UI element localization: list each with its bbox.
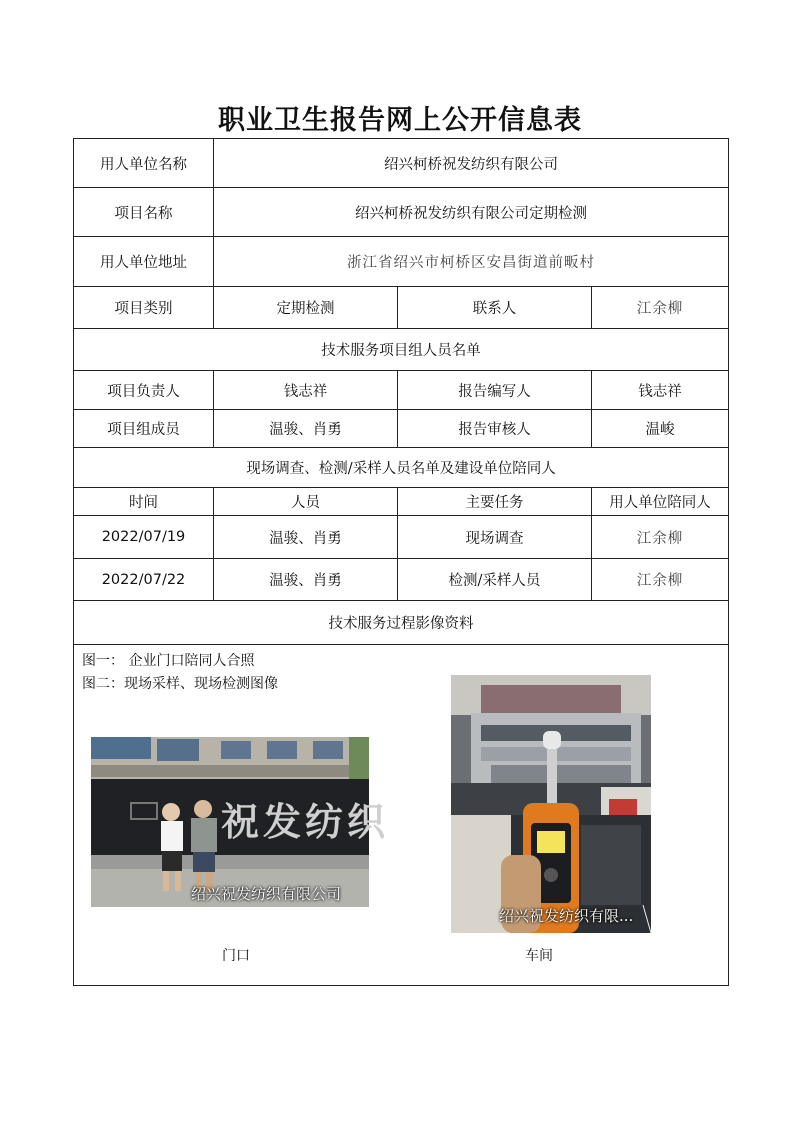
members-row — [74, 410, 729, 448]
employer-row — [74, 139, 729, 188]
members-value: 温骏、肖勇 — [214, 410, 398, 448]
leader-value: 钱志祥 — [214, 371, 398, 410]
workshop-photo — [451, 675, 651, 933]
contact-value: 江余柳 — [592, 287, 729, 329]
reviewer-value: 温峻 — [592, 410, 729, 448]
project-row — [74, 188, 729, 237]
images-row — [74, 645, 729, 986]
category-row — [74, 287, 729, 329]
address-row — [74, 237, 729, 287]
survey-row2-people: 温骏、肖勇 — [214, 559, 398, 601]
images-header-row — [74, 601, 729, 645]
survey-header-row — [74, 448, 729, 488]
project-label: 项目名称 — [74, 188, 214, 237]
survey-columns-row — [74, 488, 729, 516]
team-header: 技术服务项目组人员名单 — [74, 329, 729, 371]
images-cell — [74, 645, 729, 986]
survey-row1-task: 现场调查 — [398, 516, 592, 559]
gate-sign-text: 祝发纺织 — [221, 799, 390, 844]
workshop-photo-graphic — [451, 675, 651, 933]
employer-label: 用人单位名称 — [74, 139, 214, 188]
col-time: 时间 — [74, 488, 214, 516]
images-header: 技术服务过程影像资料 — [74, 601, 729, 645]
survey-row2-task: 检测/采样人员 — [398, 559, 592, 601]
members-label: 项目组成员 — [74, 410, 214, 448]
survey-header: 现场调查、检测/采样人员名单及建设单位陪同人 — [74, 448, 729, 488]
category-label: 项目类别 — [74, 287, 214, 329]
image-caption-1: 图一： 企业门口陪同人合照 — [82, 653, 255, 669]
survey-row1-date: 2022/07/19 — [74, 516, 214, 559]
writer-value: 钱志祥 — [592, 371, 729, 410]
col-task: 主要任务 — [398, 488, 592, 516]
address-value: 浙江省绍兴市柯桥区安昌街道前畈村 — [214, 237, 729, 287]
employer-value: 绍兴柯桥祝发纺织有限公司 — [214, 139, 729, 188]
image-caption-2: 图二：现场采样、现场检测图像 — [82, 676, 278, 692]
address-label: 用人单位地址 — [74, 237, 214, 287]
survey-row — [74, 559, 729, 601]
gate-photo-watermark: 绍兴祝发纺织有限公司 — [191, 885, 342, 903]
team-header-row — [74, 329, 729, 371]
page-title: 职业卫生报告网上公开信息表 — [218, 105, 582, 136]
workshop-photo-label: 车间 — [525, 948, 553, 964]
info-table — [73, 138, 729, 986]
project-value: 绍兴柯桥祝发纺织有限公司定期检测 — [214, 188, 729, 237]
reviewer-label: 报告审核人 — [398, 410, 592, 448]
survey-row2-date: 2022/07/22 — [74, 559, 214, 601]
workshop-photo-watermark: 绍兴祝发纺织有限... — [499, 907, 634, 925]
survey-row1-companion: 江余柳 — [592, 516, 729, 559]
gate-photo — [91, 737, 390, 907]
col-companion: 用人单位陪同人 — [592, 488, 729, 516]
survey-row1-people: 温骏、肖勇 — [214, 516, 398, 559]
leader-label: 项目负责人 — [74, 371, 214, 410]
writer-label: 报告编写人 — [398, 371, 592, 410]
col-people: 人员 — [214, 488, 398, 516]
survey-row2-companion: 江余柳 — [592, 559, 729, 601]
contact-label: 联系人 — [398, 287, 592, 329]
category-value: 定期检测 — [214, 287, 398, 329]
survey-row — [74, 516, 729, 559]
leader-row — [74, 371, 729, 410]
gate-photo-label: 门口 — [222, 948, 250, 964]
